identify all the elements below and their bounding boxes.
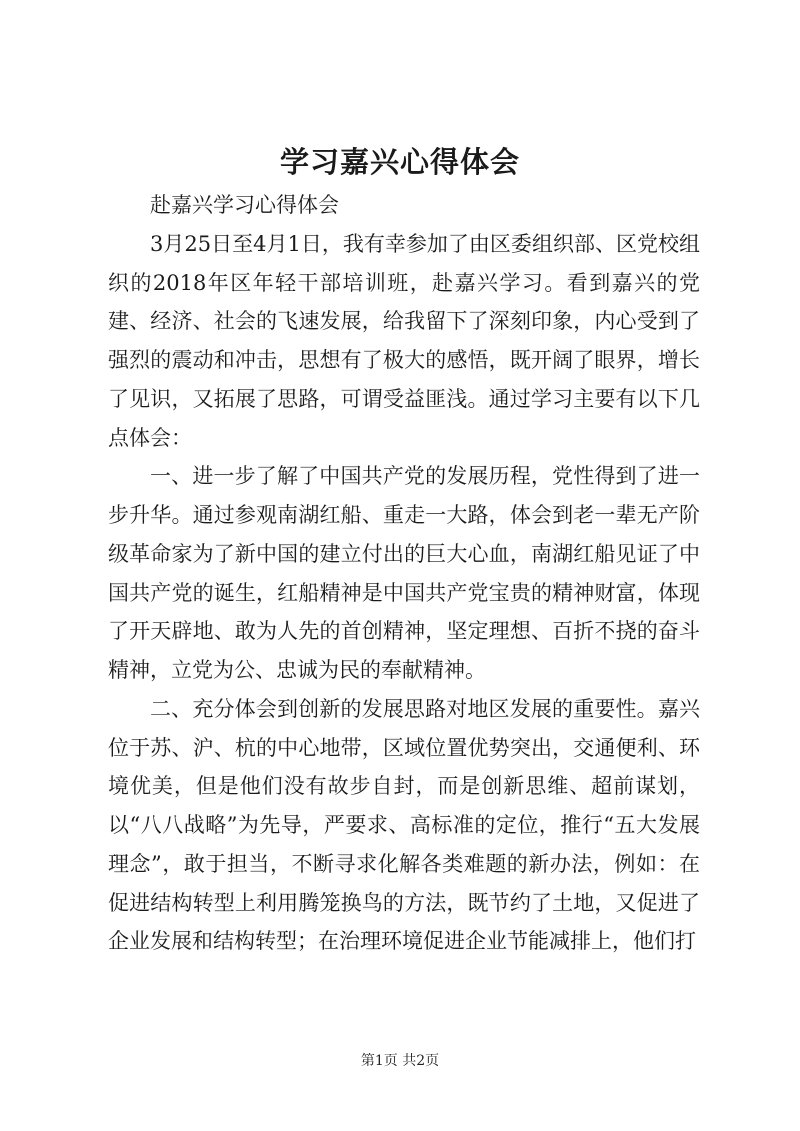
paragraph-subtitle: 赴嘉兴学习心得体会 [150, 193, 339, 217]
paragraph-point-two: 二、充分体会到创新的发展思路对地区发展的重要性。嘉兴位于苏、沪、杭的中心地带，区域位置优势突出，交通便利、环境优美，但是他们没有故步自封，而是创新思维、超前谋划，以“八八战略”为先导，严要求、高标准的定位，推行“五大发展理念”，敢于担当，不断寻求化解各类难题的新办法，例如：在促进结构转型上利用腾笼换鸟的方法，既节约了土地，又促进了企业发展和结构转型；在治理环境促进企业节能减排上，他们打 [108, 696, 700, 954]
paragraph-intro: 3月25日至4月1日，我有幸参加了由区委组织部、区党校组织的2018年区年轻干部培训班，赴嘉兴学习。看到嘉兴的党建、经济、社会的飞速发展，给我留下了深刻印象，内心受到了强烈的震动和冲击，思想有了极大的感悟，既开阔了眼界，增长了见识，又拓展了思路，可谓受益匪浅。通过学习主要有以下几点体会： [108, 231, 700, 450]
page-title: 学习嘉兴心得体会 [279, 145, 520, 179]
page-footer: 第1页 共2页 [360, 1053, 440, 1069]
document-body [108, 186, 700, 961]
paragraph-point-one: 一、进一步了解了中国共产党的发展历程，党性得到了进一步升华。通过参观南湖红船、重走一大路，体会到老一辈无产阶级革命家为了新中国的建立付出的巨大心血，南湖红船见证了中国共产党的诞生，红船精神是中国共产党宝贵的精神财富，体现了开天辟地、敢为人先的首创精神，坚定理想、百折不挠的奋斗精神，立党为公、忠诚为民的奉献精神。 [108, 464, 700, 682]
